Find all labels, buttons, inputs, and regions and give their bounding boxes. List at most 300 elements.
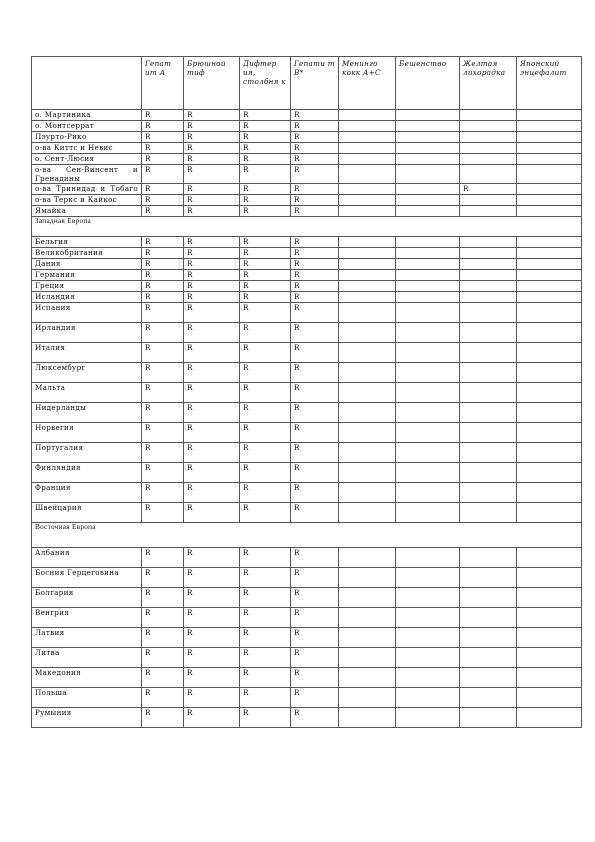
value-cell [339, 568, 396, 588]
value-cell [339, 323, 396, 343]
value-cell [517, 248, 582, 259]
country-cell: о. Сент-Люсия [32, 154, 142, 165]
value-cell [339, 110, 396, 121]
value-cell [339, 292, 396, 303]
value-cell: R [142, 292, 184, 303]
value-cell [396, 608, 460, 628]
value-cell: R [240, 270, 291, 281]
table-row [32, 503, 582, 523]
value-cell [517, 206, 582, 217]
table-row [32, 463, 582, 483]
value-cell [460, 259, 517, 270]
value-cell: R [291, 195, 339, 206]
value-cell [339, 668, 396, 688]
value-cell [339, 184, 396, 195]
value-cell [460, 548, 517, 568]
value-cell: R [240, 403, 291, 423]
value-cell: R [184, 648, 240, 668]
value-cell: R [142, 237, 184, 248]
country-cell: Франция [32, 483, 142, 503]
value-cell [396, 588, 460, 608]
value-cell: R [240, 110, 291, 121]
table-row [32, 248, 582, 259]
value-cell: R [240, 281, 291, 292]
value-cell: R [291, 443, 339, 463]
value-cell: R [291, 668, 339, 688]
value-cell [517, 154, 582, 165]
value-cell: R [142, 503, 184, 523]
value-cell [517, 608, 582, 628]
value-cell: R [291, 343, 339, 363]
value-cell [339, 343, 396, 363]
value-cell: R [240, 248, 291, 259]
value-cell [339, 303, 396, 323]
value-cell [517, 568, 582, 588]
value-cell: R [240, 363, 291, 383]
value-cell: R [142, 688, 184, 708]
value-cell: R [142, 323, 184, 343]
value-cell: R [142, 132, 184, 143]
header-diphtheria-tetanus: Дифтер ия, столбня к [240, 57, 291, 110]
value-cell: R [184, 688, 240, 708]
value-cell: R [240, 206, 291, 217]
value-cell [460, 708, 517, 728]
table-row [32, 270, 582, 281]
value-cell: R [142, 303, 184, 323]
country-cell: Великобритания [32, 248, 142, 259]
value-cell: R [291, 628, 339, 648]
value-cell: R [184, 588, 240, 608]
table-row [32, 403, 582, 423]
value-cell: R [240, 588, 291, 608]
value-cell: R [184, 292, 240, 303]
table-row [32, 323, 582, 343]
value-cell [460, 363, 517, 383]
value-cell [460, 688, 517, 708]
value-cell [460, 608, 517, 628]
value-cell: R [240, 423, 291, 443]
value-cell: R [142, 568, 184, 588]
country-cell: Румыния [32, 708, 142, 728]
value-cell: R [240, 708, 291, 728]
value-cell: R [240, 668, 291, 688]
value-cell [396, 323, 460, 343]
value-cell: R [240, 303, 291, 323]
value-cell: R [142, 110, 184, 121]
value-cell [339, 588, 396, 608]
value-cell: R [142, 165, 184, 184]
value-cell: R [142, 195, 184, 206]
value-cell [339, 154, 396, 165]
value-cell: R [240, 383, 291, 403]
country-cell: Польша [32, 688, 142, 708]
value-cell: R [291, 568, 339, 588]
table-row [32, 154, 582, 165]
value-cell: R [142, 463, 184, 483]
value-cell: R [291, 292, 339, 303]
value-cell [460, 383, 517, 403]
value-cell: R [142, 628, 184, 648]
value-cell [460, 281, 517, 292]
value-cell: R [142, 483, 184, 503]
value-cell: R [291, 403, 339, 423]
country-cell: Нидерланды [32, 403, 142, 423]
value-cell: R [184, 270, 240, 281]
country-cell: Босния Герцеговина [32, 568, 142, 588]
value-cell [339, 548, 396, 568]
value-cell [396, 281, 460, 292]
value-cell [339, 165, 396, 184]
section-row [32, 217, 582, 237]
value-cell [460, 154, 517, 165]
value-cell: R [142, 281, 184, 292]
value-cell: R [291, 110, 339, 121]
value-cell: R [291, 548, 339, 568]
table-row [32, 259, 582, 270]
value-cell [339, 259, 396, 270]
value-cell: R [184, 628, 240, 648]
value-cell: R [240, 608, 291, 628]
value-cell: R [291, 259, 339, 270]
value-cell: R [184, 195, 240, 206]
value-cell [339, 248, 396, 259]
value-cell [339, 503, 396, 523]
value-cell [460, 323, 517, 343]
country-cell: Швейцария [32, 503, 142, 523]
value-cell: R [142, 206, 184, 217]
value-cell: R [291, 463, 339, 483]
section-title: Восточная Европа [32, 523, 582, 548]
value-cell [517, 708, 582, 728]
value-cell: R [291, 363, 339, 383]
value-cell [396, 668, 460, 688]
value-cell: R [291, 688, 339, 708]
value-cell [339, 270, 396, 281]
value-cell: R [291, 206, 339, 217]
value-cell [396, 237, 460, 248]
value-cell: R [142, 708, 184, 728]
country-cell: Германия [32, 270, 142, 281]
value-cell [460, 648, 517, 668]
value-cell: R [291, 323, 339, 343]
value-cell: R [240, 323, 291, 343]
value-cell [460, 195, 517, 206]
value-cell [517, 343, 582, 363]
country-cell: Финляндия [32, 463, 142, 483]
value-cell [339, 463, 396, 483]
value-cell: R [142, 383, 184, 403]
value-cell: R [291, 121, 339, 132]
value-cell: R [291, 154, 339, 165]
value-cell: R [142, 608, 184, 628]
value-cell [396, 292, 460, 303]
country-cell: о. Мартиника [32, 110, 142, 121]
value-cell [517, 588, 582, 608]
value-cell: R [240, 132, 291, 143]
value-cell: R [291, 503, 339, 523]
value-cell: R [240, 184, 291, 195]
country-cell: Португалия [32, 443, 142, 463]
value-cell [517, 648, 582, 668]
value-cell [396, 463, 460, 483]
table-row [32, 588, 582, 608]
value-cell: R [142, 270, 184, 281]
value-cell [396, 363, 460, 383]
value-cell [460, 165, 517, 184]
value-cell [396, 110, 460, 121]
value-cell [460, 292, 517, 303]
value-cell: R [184, 303, 240, 323]
value-cell: R [291, 165, 339, 184]
table-row [32, 195, 582, 206]
country-cell: Дания [32, 259, 142, 270]
value-cell [396, 132, 460, 143]
table-row [32, 708, 582, 728]
country-cell: о-ва Сен-Винсент и Гренадины [32, 165, 142, 184]
value-cell: R [184, 423, 240, 443]
value-cell [517, 184, 582, 195]
value-cell [396, 206, 460, 217]
value-cell: R [184, 206, 240, 217]
value-cell [396, 688, 460, 708]
value-cell [460, 270, 517, 281]
value-cell [396, 303, 460, 323]
value-cell: R [240, 463, 291, 483]
value-cell [517, 132, 582, 143]
table-row [32, 608, 582, 628]
value-cell [396, 154, 460, 165]
table-row [32, 548, 582, 568]
value-cell: R [142, 259, 184, 270]
value-cell: R [184, 483, 240, 503]
value-cell [339, 237, 396, 248]
value-cell [460, 568, 517, 588]
value-cell [517, 423, 582, 443]
table-row [32, 237, 582, 248]
table-row [32, 568, 582, 588]
country-cell: Бельгия [32, 237, 142, 248]
value-cell: R [184, 323, 240, 343]
value-cell: R [291, 248, 339, 259]
value-cell: R [240, 628, 291, 648]
value-cell [517, 237, 582, 248]
value-cell [517, 292, 582, 303]
value-cell: R [142, 423, 184, 443]
country-cell: Мальта [32, 383, 142, 403]
value-cell: R [142, 443, 184, 463]
value-cell: R [184, 110, 240, 121]
value-cell [396, 195, 460, 206]
value-cell [460, 110, 517, 121]
value-cell: R [291, 708, 339, 728]
header-hepatitis-a: Гепат ит А [142, 57, 184, 110]
value-cell: R [240, 165, 291, 184]
value-cell [460, 668, 517, 688]
value-cell [517, 303, 582, 323]
value-cell [339, 363, 396, 383]
value-cell: R [240, 121, 291, 132]
table-row [32, 281, 582, 292]
table-row [32, 383, 582, 403]
value-cell: R [184, 184, 240, 195]
value-cell: R [291, 648, 339, 668]
value-cell [396, 708, 460, 728]
value-cell: R [240, 237, 291, 248]
value-cell [396, 628, 460, 648]
value-cell [339, 121, 396, 132]
value-cell: R [184, 463, 240, 483]
value-cell: R [460, 184, 517, 195]
value-cell [339, 195, 396, 206]
table-row [32, 423, 582, 443]
value-cell [339, 206, 396, 217]
value-cell [396, 259, 460, 270]
value-cell [396, 383, 460, 403]
value-cell [339, 443, 396, 463]
country-cell: о-ва Киттс и Невис [32, 143, 142, 154]
table-row [32, 110, 582, 121]
header-rabies: Бешенство [396, 57, 460, 110]
country-cell: Ямайка [32, 206, 142, 217]
value-cell: R [291, 184, 339, 195]
value-cell [517, 443, 582, 463]
header-typhoid: Брюшной тиф [184, 57, 240, 110]
value-cell [339, 423, 396, 443]
value-cell [339, 648, 396, 668]
country-cell: Италия [32, 343, 142, 363]
value-cell [396, 648, 460, 668]
value-cell: R [240, 548, 291, 568]
value-cell: R [184, 248, 240, 259]
value-cell: R [184, 154, 240, 165]
value-cell [517, 503, 582, 523]
table-row [32, 143, 582, 154]
value-cell [339, 143, 396, 154]
header-yellow-fever: Желтая лихорадка [460, 57, 517, 110]
value-cell: R [142, 248, 184, 259]
country-cell: Исландия [32, 292, 142, 303]
table-row [32, 443, 582, 463]
value-cell [396, 403, 460, 423]
value-cell [396, 548, 460, 568]
value-cell: R [291, 423, 339, 443]
country-cell: о. Монтсеррат [32, 121, 142, 132]
value-cell [460, 206, 517, 217]
value-cell: R [184, 548, 240, 568]
value-cell: R [291, 303, 339, 323]
country-cell: Латвия [32, 628, 142, 648]
country-cell: Пэурто-Рико [32, 132, 142, 143]
value-cell: R [240, 292, 291, 303]
country-cell: Норвегия [32, 423, 142, 443]
value-cell [460, 143, 517, 154]
country-cell: Литва [32, 648, 142, 668]
value-cell [339, 688, 396, 708]
value-cell [517, 195, 582, 206]
table-row [32, 483, 582, 503]
value-cell: R [184, 383, 240, 403]
section-title: Западная Европа [32, 217, 582, 237]
value-cell: R [184, 668, 240, 688]
value-cell: R [291, 483, 339, 503]
value-cell [396, 248, 460, 259]
value-cell: R [184, 608, 240, 628]
value-cell [517, 688, 582, 708]
value-cell: R [291, 383, 339, 403]
value-cell: R [142, 121, 184, 132]
value-cell: R [142, 548, 184, 568]
value-cell: R [184, 343, 240, 363]
value-cell [517, 383, 582, 403]
value-cell [396, 143, 460, 154]
table-row [32, 668, 582, 688]
value-cell: R [184, 568, 240, 588]
value-cell [517, 628, 582, 648]
value-cell: R [184, 143, 240, 154]
header-hepatitis-b: Гепати т В* [291, 57, 339, 110]
value-cell: R [240, 143, 291, 154]
value-cell: R [240, 688, 291, 708]
value-cell [460, 483, 517, 503]
value-cell [517, 270, 582, 281]
value-cell [517, 281, 582, 292]
value-cell: R [291, 143, 339, 154]
value-cell: R [184, 503, 240, 523]
value-cell [460, 121, 517, 132]
header-row [32, 57, 582, 110]
value-cell: R [184, 121, 240, 132]
country-cell: Люксембург [32, 363, 142, 383]
country-cell: Македония [32, 668, 142, 688]
value-cell: R [142, 343, 184, 363]
value-cell [460, 248, 517, 259]
country-cell: о-ва Теркс и Кайкос [32, 195, 142, 206]
value-cell [517, 363, 582, 383]
value-cell: R [142, 588, 184, 608]
value-cell [460, 628, 517, 648]
value-cell [339, 483, 396, 503]
header-japanese-encephalitis: Японский энцефалит [517, 57, 582, 110]
value-cell [339, 132, 396, 143]
table-row [32, 292, 582, 303]
table-row [32, 132, 582, 143]
value-cell [460, 237, 517, 248]
value-cell: R [240, 503, 291, 523]
value-cell [517, 165, 582, 184]
value-cell: R [184, 165, 240, 184]
value-cell [517, 143, 582, 154]
value-cell: R [240, 343, 291, 363]
value-cell: R [184, 237, 240, 248]
value-cell [396, 503, 460, 523]
value-cell [396, 121, 460, 132]
table-row [32, 363, 582, 383]
table-row [32, 206, 582, 217]
table-row [32, 121, 582, 132]
value-cell [460, 303, 517, 323]
value-cell [460, 423, 517, 443]
value-cell: R [240, 568, 291, 588]
country-cell: Венгрия [32, 608, 142, 628]
value-cell: R [184, 132, 240, 143]
value-cell [460, 403, 517, 423]
value-cell: R [184, 403, 240, 423]
value-cell: R [291, 281, 339, 292]
value-cell [339, 628, 396, 648]
value-cell: R [184, 443, 240, 463]
value-cell [517, 403, 582, 423]
value-cell [517, 259, 582, 270]
